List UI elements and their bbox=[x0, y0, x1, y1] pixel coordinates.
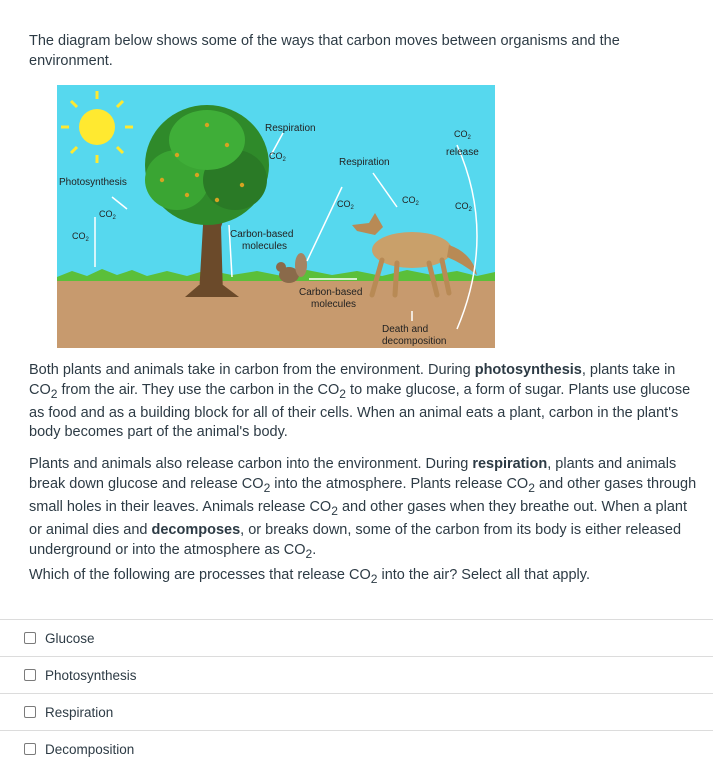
option-label: Glucose bbox=[45, 630, 95, 646]
co2-label: $CO_2$ bbox=[269, 151, 286, 163]
co2-release-label: release bbox=[446, 147, 479, 158]
question-text: Which of the following are processes that release $CO_2$ into the air? Select all that apply. bbox=[29, 567, 590, 586]
carbon-cycle-diagram bbox=[57, 85, 495, 348]
checkbox[interactable] bbox=[24, 669, 36, 681]
photosynthesis-label: Photosynthesis bbox=[59, 177, 127, 188]
co2-label: $CO_2$ bbox=[402, 195, 419, 207]
co2-label: $CO_2$ bbox=[454, 129, 471, 141]
carbon-based-label-1a: Carbon-based bbox=[230, 229, 294, 240]
answer-options bbox=[0, 619, 713, 767]
co2-label: $CO_2$ bbox=[455, 201, 472, 213]
checkbox[interactable] bbox=[24, 743, 36, 755]
death-label-b: decomposition bbox=[382, 336, 447, 347]
carbon-based-label-2b: molecules bbox=[311, 299, 357, 310]
checkbox[interactable] bbox=[24, 632, 36, 644]
respiration-tree-label: Respiration bbox=[265, 123, 316, 134]
option-decomposition[interactable] bbox=[0, 730, 713, 767]
option-respiration[interactable] bbox=[0, 693, 713, 730]
respiration-paragraph: Plants and animals also release carbon into the environment. During respiration, plants and animals break down glucose and release $CO_2$ into the atmosphere. Plants release $CO_2$ and other gases through small holes in their leaves. Animals release $CO_2$ and other gases when they breathe out. When a plant or animal dies and decomposes, or breaks down, some of the carbon from its body is either released underground or into the atmosphere as $CO_2$. bbox=[29, 456, 697, 561]
carbon-based-label-1b: molecules bbox=[242, 241, 288, 252]
photosynthesis-paragraph: Both plants and animals take in carbon from the environment. During photosynthesis, plants take in $CO_2$ from the air. They use the carbon in the $CO_2$ to make glucose, a form of sugar. Plants use glucose as food and as a building block for all of their cells. When an animal eats a plant, carbon in the plant's body becomes part of the animal's body. bbox=[29, 362, 691, 441]
carbon-based-label-2a: Carbon-based bbox=[299, 287, 363, 298]
option-glucose[interactable] bbox=[0, 619, 713, 656]
co2-label: $CO_2$ bbox=[72, 231, 89, 243]
option-label: Photosynthesis bbox=[45, 667, 137, 683]
option-label: Respiration bbox=[45, 704, 114, 720]
co2-label: $CO_2$ bbox=[99, 209, 116, 221]
co2-label: $CO_2$ bbox=[337, 199, 354, 211]
option-photosynthesis[interactable] bbox=[0, 656, 713, 693]
checkbox[interactable] bbox=[24, 706, 36, 718]
intro-text: The diagram below shows some of the ways that carbon moves between organisms and the environment. bbox=[29, 33, 620, 69]
respiration-animal-label: Respiration bbox=[339, 157, 390, 168]
death-label-a: Death and bbox=[382, 324, 429, 335]
option-label: Decomposition bbox=[45, 741, 135, 757]
